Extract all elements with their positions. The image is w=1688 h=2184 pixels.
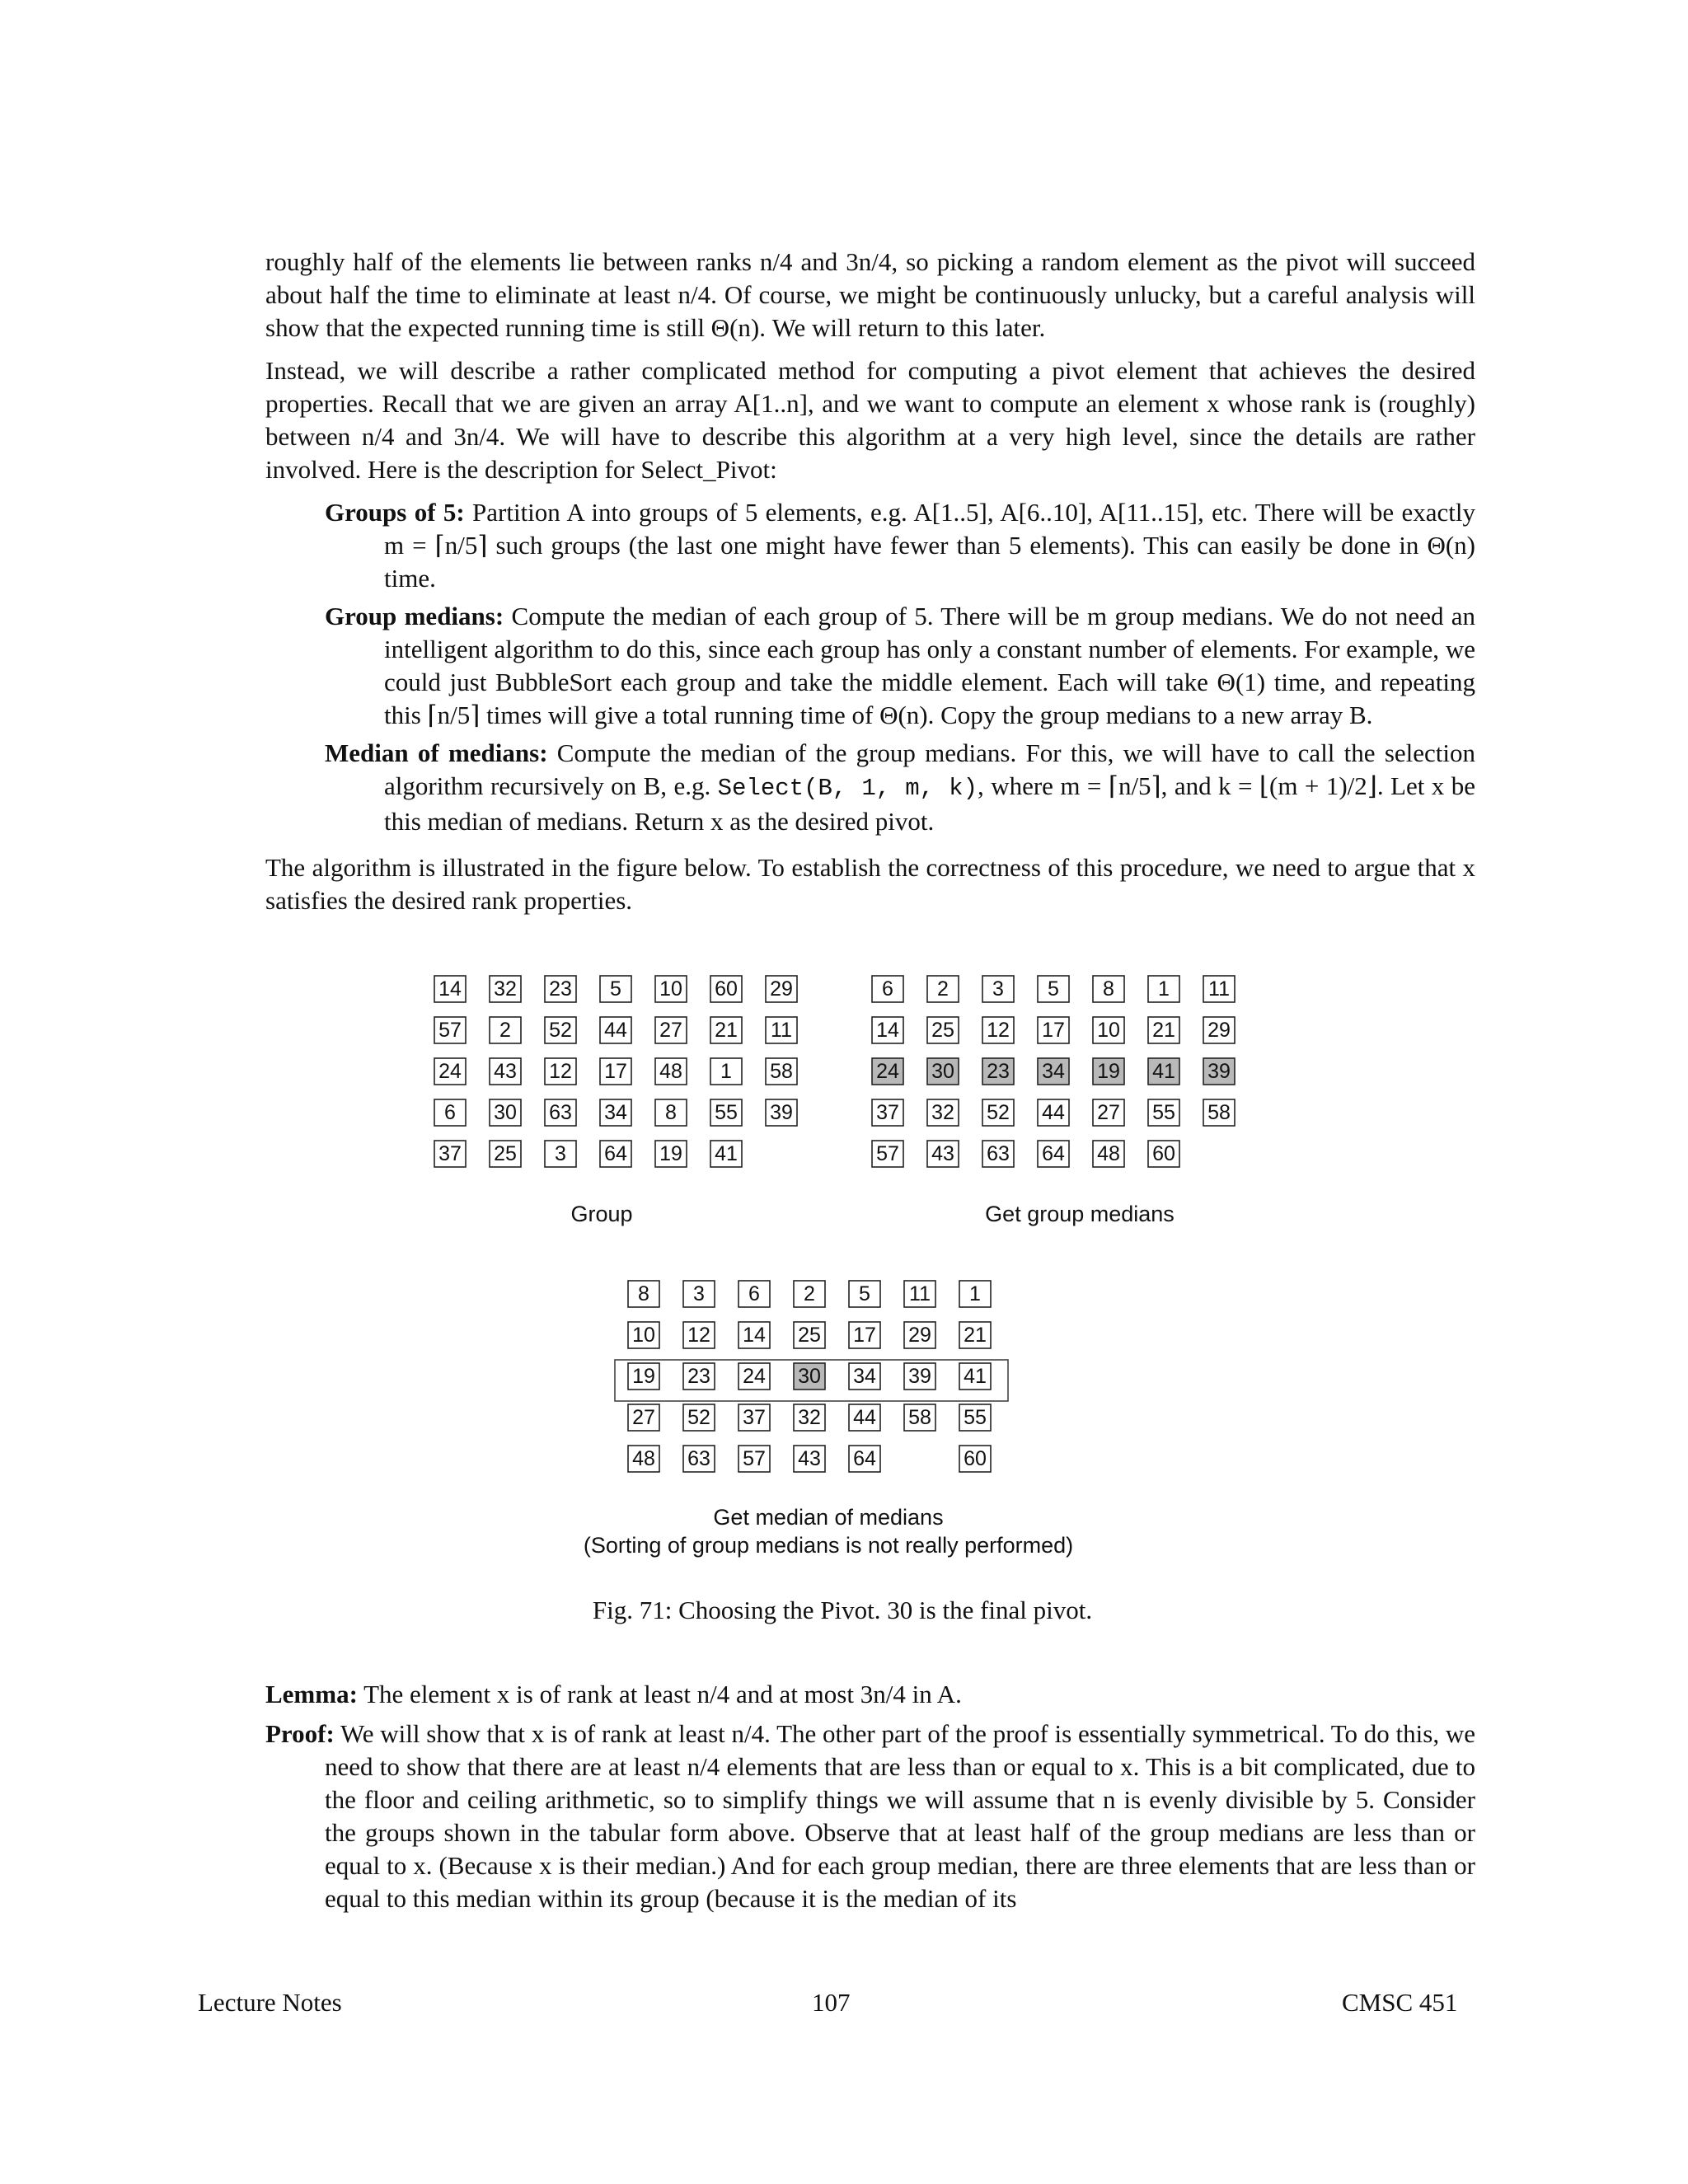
medians-grid-cell (1148, 1058, 1179, 1085)
cell-value: 52 (687, 1406, 710, 1429)
cell-value: 57 (876, 1142, 899, 1165)
sorted-grid-cell (959, 1363, 991, 1390)
cell-value: 48 (1097, 1142, 1120, 1165)
cell-value: 8 (1103, 977, 1114, 1001)
cell-value: 30 (931, 1060, 954, 1083)
group-grid-cell (545, 1141, 576, 1167)
cell-value: 52 (549, 1019, 572, 1042)
sorted-grid-cell (794, 1281, 825, 1307)
medians-grid-cell (872, 1058, 903, 1085)
cell-value: 32 (494, 977, 517, 1001)
cell-value: 1 (969, 1282, 981, 1305)
medians-grid-cell (982, 1017, 1014, 1043)
cell-value: 55 (1152, 1101, 1175, 1124)
sorted-grid-cell (849, 1281, 880, 1307)
cell-value: 37 (876, 1101, 899, 1124)
medians-grid-cell (1148, 976, 1179, 1002)
group-grid-cell (766, 1017, 797, 1043)
sorted-grid-cell (794, 1322, 825, 1348)
cell-value: 39 (908, 1365, 931, 1388)
definition-body: Compute the median of the group medians. For this, we will have to call the selection algorithm recursively on B, e.g. (384, 738, 1475, 800)
cell-value: 8 (665, 1101, 677, 1124)
medians-grid-cell (1038, 976, 1069, 1002)
cell-value: 44 (853, 1406, 876, 1429)
medians-grid-cell (927, 1058, 959, 1085)
cell-value: 24 (876, 1060, 899, 1083)
group-grid-cell (655, 1099, 687, 1126)
cell-value: 5 (610, 977, 621, 1001)
sorted-grid-cell (794, 1363, 825, 1390)
cell-value: 5 (1048, 977, 1059, 1001)
sorted-grid-cell (683, 1281, 715, 1307)
cell-value: 44 (604, 1019, 627, 1042)
cell-value: 14 (438, 977, 462, 1001)
cell-value: 52 (987, 1101, 1010, 1124)
cell-value: 2 (937, 977, 949, 1001)
sorted-grid-cell (628, 1446, 659, 1472)
sorted-grid-cell (904, 1404, 935, 1431)
footer-page-number: 107 (812, 1988, 851, 2017)
label-sorting-note: (Sorting of group medians is not really performed) (583, 1533, 1074, 1558)
cell-value: 12 (549, 1060, 572, 1083)
sorted-grid-cell (628, 1404, 659, 1431)
medians-grid-cell (1093, 1141, 1124, 1167)
definition-term: Groups of 5: (325, 498, 465, 527)
cell-value: 30 (494, 1101, 517, 1124)
figure-caption: Fig. 71: Choosing the Pivot. 30 is the final pivot. (592, 1596, 1093, 1624)
cell-value: 41 (715, 1142, 738, 1165)
cell-value: 63 (687, 1447, 710, 1470)
cell-value: 43 (494, 1060, 517, 1083)
body-text-top (265, 246, 1475, 917)
group-grid-cell (490, 1017, 521, 1043)
group-grid-cell (766, 1099, 797, 1126)
cell-value: 64 (604, 1142, 627, 1165)
sorted-grid-cell (904, 1322, 935, 1348)
medians-grid-cell (982, 1141, 1014, 1167)
group-grid-cell (545, 1058, 576, 1085)
cell-value: 10 (1097, 1019, 1120, 1042)
footer-left: Lecture Notes (198, 1988, 342, 2017)
cell-value: 32 (931, 1101, 954, 1124)
medians-grid-cell (1038, 1017, 1069, 1043)
sorted-grid-cell (738, 1404, 770, 1431)
cell-value: 41 (1152, 1060, 1175, 1083)
cell-value: 32 (798, 1406, 821, 1429)
cell-value: 11 (909, 1282, 931, 1305)
cell-value: 12 (687, 1324, 710, 1347)
medians-grid-cell (927, 1141, 959, 1167)
cell-value: 34 (1042, 1060, 1065, 1083)
label-group: Group (570, 1202, 633, 1226)
sorted-grid-cell (904, 1281, 935, 1307)
medians-grid-cell (927, 976, 959, 1002)
cell-value: 44 (1042, 1101, 1065, 1124)
paragraph-3: The algorithm is illustrated in the figure below. To establish the correctness of this procedure, we need to argue that x satisfies the desired rank properties. (265, 853, 1475, 915)
sorted-grid-cell (628, 1363, 659, 1390)
sorted-grid-cell (683, 1446, 715, 1472)
cell-value: 1 (720, 1060, 732, 1083)
cell-value: 11 (771, 1019, 792, 1042)
medians-grid-cell (1038, 1058, 1069, 1085)
medians-grid-cell (1093, 1017, 1124, 1043)
medians-grid-cell (1038, 1099, 1069, 1126)
cell-value: 8 (638, 1282, 649, 1305)
cell-value: 43 (798, 1447, 821, 1470)
group-grid-cell (600, 1141, 631, 1167)
group-grid-cell (710, 1141, 742, 1167)
cell-value: 37 (743, 1406, 766, 1429)
sorted-grid-cell (628, 1281, 659, 1307)
sorted-grid-cell (849, 1363, 880, 1390)
group-grid-cell (766, 976, 797, 1002)
definition-term: Group medians: (325, 602, 504, 630)
cell-value: 19 (1097, 1060, 1120, 1083)
medians-grid-cell (982, 976, 1014, 1002)
cell-value: 39 (770, 1101, 793, 1124)
group-grid-cell (545, 976, 576, 1002)
proof-term: Proof: (265, 1719, 335, 1748)
cell-value: 58 (908, 1406, 931, 1429)
sorted-grid-cell (959, 1322, 991, 1348)
definition-list (265, 496, 1475, 838)
cell-value: 23 (549, 977, 572, 1001)
cell-value: 10 (659, 977, 682, 1001)
sorted-grid-cell (849, 1446, 880, 1472)
group-grid-cell (710, 1058, 742, 1085)
medians-grid-cell (872, 1017, 903, 1043)
cell-value: 23 (987, 1060, 1010, 1083)
cell-value: 43 (931, 1142, 954, 1165)
sorted-grid-cell (794, 1446, 825, 1472)
group-grid-cell (600, 1058, 631, 1085)
cell-value: 1 (1158, 977, 1170, 1001)
sorted-grid-cell (849, 1322, 880, 1348)
group-grid-cell (490, 1058, 521, 1085)
cell-value: 21 (1152, 1019, 1175, 1042)
cell-value: 60 (1152, 1142, 1175, 1165)
cell-value: 25 (494, 1142, 517, 1165)
medians-grid-cell (1093, 976, 1124, 1002)
group-grid-cell (600, 1099, 631, 1126)
cell-value: 24 (438, 1060, 462, 1083)
paragraph-1: roughly half of the elements lie between ranks n/4 and 3n/4, so picking a random element as the pivot will succeed about half the time to eliminate at least n/4. Of course, we might be continuously unlucky, but a careful analysis will show that the expected running time is still Θ(n). We will return to this later. (265, 247, 1475, 342)
definition-groups-of-5 (325, 496, 1475, 595)
code-call: Select(B, 1, m, k) (717, 775, 978, 802)
lemma (265, 1678, 1475, 1711)
cell-value: 27 (1097, 1101, 1120, 1124)
cell-value: 3 (693, 1282, 705, 1305)
medians-grid-cell (1203, 1099, 1235, 1126)
group-grid-cell (490, 1099, 521, 1126)
cell-value: 25 (798, 1324, 821, 1347)
cell-value: 27 (632, 1406, 655, 1429)
medians-grid-cell (982, 1058, 1014, 1085)
group-grid-cell (766, 1058, 797, 1085)
lemma-term: Lemma: (265, 1680, 358, 1708)
group-grid-cell (434, 1099, 466, 1126)
cell-value: 19 (659, 1142, 682, 1165)
cell-value: 57 (438, 1019, 462, 1042)
cell-value: 63 (549, 1101, 572, 1124)
medians-grid-cell (982, 1099, 1014, 1126)
cell-value: 11 (1208, 977, 1230, 1001)
cell-value: 2 (804, 1282, 815, 1305)
medians-grid-cell (927, 1099, 959, 1126)
lemma-body: The element x is of rank at least n/4 and at most 3n/4 in A. (363, 1680, 962, 1708)
medians-grid-cell (1038, 1141, 1069, 1167)
label-median-of-medians: Get median of medians (713, 1505, 944, 1530)
sorted-grid-cell (738, 1363, 770, 1390)
cell-value: 23 (687, 1365, 710, 1388)
definition-term: Median of medians: (325, 738, 548, 767)
cell-value: 17 (853, 1324, 876, 1347)
medians-grid-cell (1148, 1141, 1179, 1167)
sorted-grid-cell (683, 1404, 715, 1431)
cell-value: 17 (1042, 1019, 1065, 1042)
cell-value: 6 (748, 1282, 760, 1305)
group-grid-cell (545, 1017, 576, 1043)
sorted-grid-cell (738, 1322, 770, 1348)
medians-grid-cell (872, 1141, 903, 1167)
label-get-group-medians: Get group medians (985, 1202, 1175, 1226)
medians-grid-cell (1148, 1017, 1179, 1043)
cell-value: 63 (987, 1142, 1010, 1165)
definition-median-of-medians (325, 737, 1475, 838)
footer-right: CMSC 451 (1342, 1988, 1458, 2017)
sorted-grid-cell (959, 1446, 991, 1472)
sorted-grid-cell (794, 1404, 825, 1431)
cell-value: 29 (770, 977, 793, 1001)
group-grid-cell (490, 1141, 521, 1167)
medians-grid-cell (1093, 1099, 1124, 1126)
sorted-grid-cell (683, 1363, 715, 1390)
group-grid-cell (655, 1017, 687, 1043)
cell-value: 34 (853, 1365, 876, 1388)
group-grid-cell (600, 976, 631, 1002)
cell-value: 14 (743, 1324, 766, 1347)
medians-grid-cell (1203, 1058, 1235, 1085)
medians-grid-cell (1148, 1099, 1179, 1126)
definition-body: Compute the median of each group of 5. There will be m group medians. We do not need an intelligent algorithm to do this, since each group has only a constant number of elements. For example, we could just BubbleSort each group and take the middle element. Each will take Θ(1) time, and repeating this ⌈n/5⌉ times will give a total running time of Θ(n). Copy the group medians to a new array B. (384, 602, 1476, 729)
cell-value: 37 (438, 1142, 462, 1165)
proof (265, 1718, 1475, 1915)
group-grid-cell (434, 976, 466, 1002)
figure-pivot-selection (0, 972, 1688, 1549)
cell-value: 60 (715, 977, 738, 1001)
cell-value: 5 (859, 1282, 870, 1305)
sorted-grid-cell (683, 1322, 715, 1348)
sorted-grid-cell (959, 1404, 991, 1431)
group-grid-cell (710, 976, 742, 1002)
definition-body-cont: , where m = ⌈n/5⌉, and k = ⌊(m + 1)/2⌋. Let x be this median of medians. Return x as the desired pivot. (384, 771, 1475, 836)
cell-value: 25 (931, 1019, 954, 1042)
medians-grid-cell (1203, 976, 1235, 1002)
proof-body: We will show that x is of rank at least n/4. The other part of the proof is essentially symmetrical. To do this, we need to show that there are at least n/4 elements that are less than or equal to x. This is a bit complicated, due to the floor and ceiling arithmetic, so to simplify things we will assume that n is evenly divisible by 5. Consider the groups shown in the tabular form above. Observe that at least half of the group medians are less than or equal to x. (Because x is their median.) And for each group median, there are three elements that are less than or equal to this median within its group (because it is the median of its (325, 1719, 1475, 1913)
cell-value: 3 (555, 1142, 566, 1165)
group-grid-cell (710, 1099, 742, 1126)
cell-value: 2 (499, 1019, 511, 1042)
group-grid-cell (655, 976, 687, 1002)
sorted-grid-cell (738, 1281, 770, 1307)
group-grid-cell (655, 1141, 687, 1167)
group-grid-cell (434, 1017, 466, 1043)
cell-value: 24 (743, 1365, 766, 1388)
definition-group-medians (325, 600, 1475, 732)
cell-value: 30 (798, 1365, 821, 1388)
sorted-grid-cell (738, 1446, 770, 1472)
cell-value: 55 (715, 1101, 738, 1124)
cell-value: 29 (1207, 1019, 1231, 1042)
cell-value: 12 (987, 1019, 1010, 1042)
sorted-grid-cell (904, 1363, 935, 1390)
sorted-grid-cell (628, 1322, 659, 1348)
cell-value: 64 (853, 1447, 876, 1470)
group-grid-cell (490, 976, 521, 1002)
definition-body: Partition A into groups of 5 elements, e.g. A[1..5], A[6..10], A[11..15], etc. There will be exactly m = ⌈n/5⌉ such groups (the last one might have fewer than 5 elements). This can easily be done in Θ(n) time. (384, 498, 1475, 593)
sorted-grid-cell (959, 1281, 991, 1307)
body-text-bottom (265, 1678, 1475, 1915)
cell-value: 21 (715, 1019, 738, 1042)
cell-value: 34 (604, 1101, 627, 1124)
cell-value: 17 (604, 1060, 627, 1083)
group-grid-cell (600, 1017, 631, 1043)
cell-value: 27 (659, 1019, 682, 1042)
cell-value: 6 (882, 977, 893, 1001)
group-grid-cell (710, 1017, 742, 1043)
cell-value: 60 (964, 1447, 987, 1470)
cell-value: 64 (1042, 1142, 1065, 1165)
medians-grid-cell (1203, 1017, 1235, 1043)
cell-value: 10 (632, 1324, 655, 1347)
cell-value: 3 (992, 977, 1004, 1001)
cell-value: 57 (743, 1447, 766, 1470)
paragraph-2: Instead, we will describe a rather complicated method for computing a pivot element that achieves the desired properties. Recall that we are given an array A[1..n], and we want to compute an element x whose rank is (roughly) between n/4 and 3n/4. We will have to describe this algorithm at a very high level, since the details are rather involved. Here is the description for Select_Pivot: (265, 356, 1475, 484)
cell-value: 29 (908, 1324, 931, 1347)
medians-grid-cell (872, 1099, 903, 1126)
cell-value: 58 (1207, 1101, 1231, 1124)
medians-grid-cell (927, 1017, 959, 1043)
cell-value: 55 (964, 1406, 987, 1429)
cell-value: 39 (1207, 1060, 1231, 1083)
sorted-grid-cell (849, 1404, 880, 1431)
cell-value: 6 (444, 1101, 456, 1124)
medians-grid-cell (872, 976, 903, 1002)
group-grid-cell (434, 1141, 466, 1167)
cell-value: 58 (770, 1060, 793, 1083)
cell-value: 19 (632, 1365, 655, 1388)
cell-value: 48 (632, 1447, 655, 1470)
group-grid-cell (655, 1058, 687, 1085)
cell-value: 21 (964, 1324, 987, 1347)
medians-grid-cell (1093, 1058, 1124, 1085)
cell-value: 48 (659, 1060, 682, 1083)
group-grid-cell (545, 1099, 576, 1126)
cell-value: 14 (876, 1019, 899, 1042)
cell-value: 41 (964, 1365, 987, 1388)
group-grid-cell (434, 1058, 466, 1085)
